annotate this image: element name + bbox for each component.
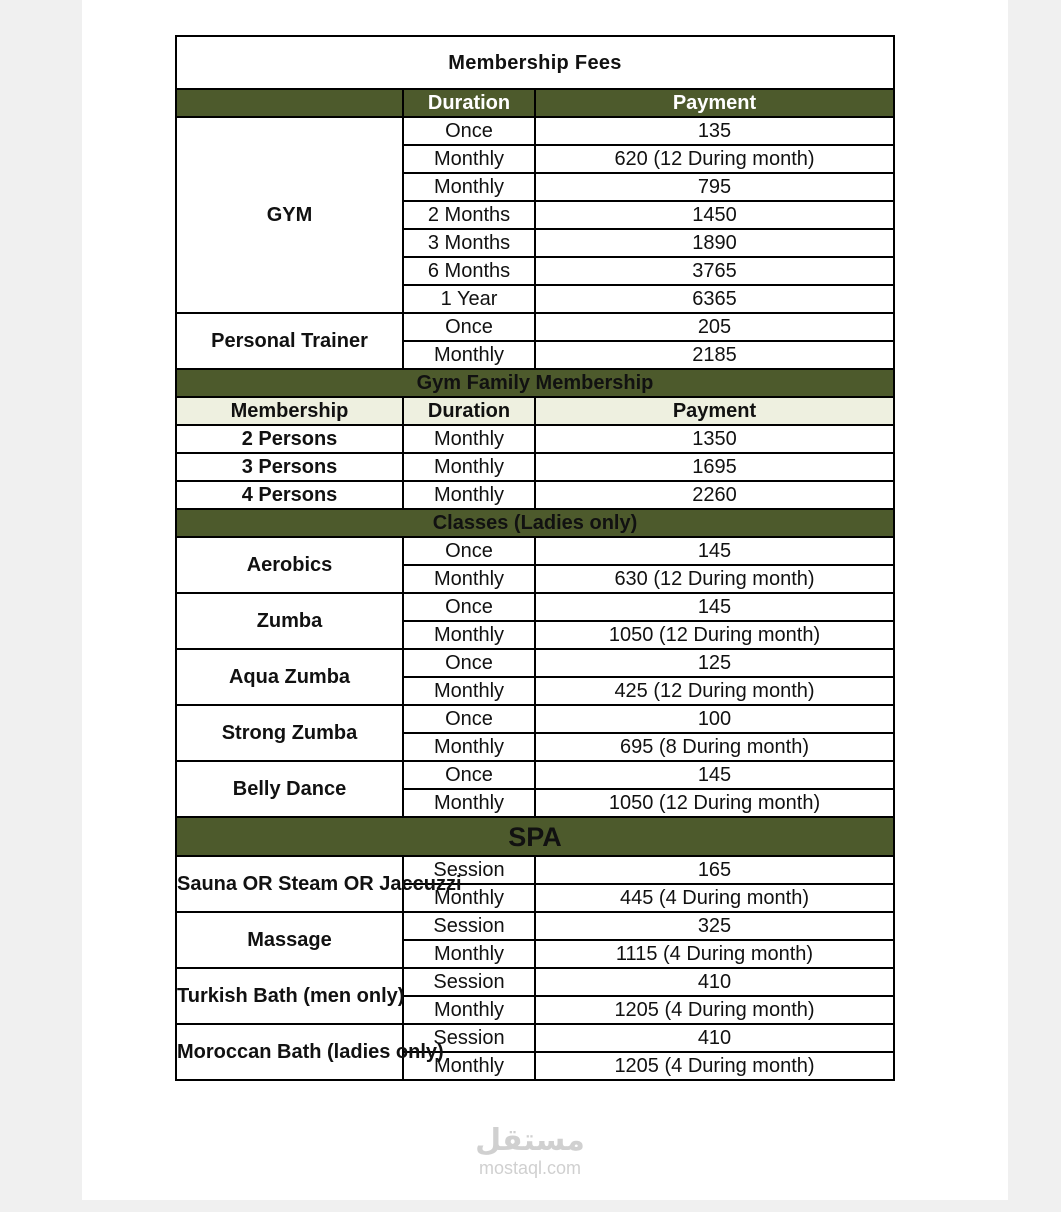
group-label-turkish-bath: Turkish Bath (men only) bbox=[176, 968, 403, 1024]
payment-cell: 2185 bbox=[535, 341, 894, 369]
payment-cell: 1115 (4 During month) bbox=[535, 940, 894, 968]
duration-cell: Session bbox=[403, 968, 535, 996]
membership-cell: 3 Persons bbox=[176, 453, 403, 481]
group-label-zumba: Zumba bbox=[176, 593, 403, 649]
header-membership: Membership bbox=[176, 397, 403, 425]
section-spa: SPA bbox=[176, 817, 894, 856]
duration-cell: Monthly bbox=[403, 481, 535, 509]
duration-cell: Once bbox=[403, 537, 535, 565]
duration-cell: Monthly bbox=[403, 425, 535, 453]
payment-cell: 1050 (12 During month) bbox=[535, 789, 894, 817]
table-row bbox=[176, 649, 894, 677]
payment-cell: 445 (4 During month) bbox=[535, 884, 894, 912]
table-row bbox=[176, 117, 894, 145]
duration-cell: 2 Months bbox=[403, 201, 535, 229]
membership-cell: 4 Persons bbox=[176, 481, 403, 509]
table-row bbox=[176, 968, 894, 996]
table-header-row bbox=[176, 89, 894, 117]
duration-cell: 3 Months bbox=[403, 229, 535, 257]
table-row bbox=[176, 761, 894, 789]
payment-cell: 325 bbox=[535, 912, 894, 940]
duration-cell: Once bbox=[403, 593, 535, 621]
payment-cell: 145 bbox=[535, 593, 894, 621]
duration-cell: Once bbox=[403, 313, 535, 341]
payment-cell: 145 bbox=[535, 537, 894, 565]
payment-cell: 1450 bbox=[535, 201, 894, 229]
duration-cell: Monthly bbox=[403, 145, 535, 173]
payment-cell: 145 bbox=[535, 761, 894, 789]
payment-cell: 1205 (4 During month) bbox=[535, 1052, 894, 1080]
payment-cell: 1350 bbox=[535, 425, 894, 453]
table-row bbox=[176, 856, 894, 884]
group-label-aerobics: Aerobics bbox=[176, 537, 403, 593]
group-label-strong-zumba: Strong Zumba bbox=[176, 705, 403, 761]
header-payment: Payment bbox=[535, 89, 894, 117]
table-row bbox=[176, 705, 894, 733]
payment-cell: 3765 bbox=[535, 257, 894, 285]
watermark-text: mostaql.com bbox=[478, 1158, 582, 1178]
payment-cell: 1695 bbox=[535, 453, 894, 481]
table-row bbox=[176, 593, 894, 621]
group-label-sauna: Sauna OR Steam OR Jaccuzzi bbox=[176, 856, 403, 912]
payment-cell: 165 bbox=[535, 856, 894, 884]
payment-cell: 425 (12 During month) bbox=[535, 677, 894, 705]
duration-cell: Monthly bbox=[403, 565, 535, 593]
header-duration: Duration bbox=[403, 89, 535, 117]
duration-cell: Monthly bbox=[403, 453, 535, 481]
duration-cell: Monthly bbox=[403, 884, 535, 912]
payment-cell: 410 bbox=[535, 1024, 894, 1052]
payment-cell: 2260 bbox=[535, 481, 894, 509]
duration-cell: Session bbox=[403, 856, 535, 884]
payment-cell: 795 bbox=[535, 173, 894, 201]
payment-cell: 135 bbox=[535, 117, 894, 145]
table-row bbox=[176, 1024, 894, 1052]
membership-cell: 2 Persons bbox=[176, 425, 403, 453]
duration-cell: 1 Year bbox=[403, 285, 535, 313]
payment-cell: 410 bbox=[535, 968, 894, 996]
group-label-gym: GYM bbox=[176, 117, 403, 313]
duration-cell: Session bbox=[403, 912, 535, 940]
header-duration: Duration bbox=[403, 397, 535, 425]
table-row bbox=[176, 537, 894, 565]
section-gym-family-membership: Gym Family Membership bbox=[176, 369, 894, 397]
payment-cell: 6365 bbox=[535, 285, 894, 313]
duration-cell: Monthly bbox=[403, 1052, 535, 1080]
group-label-aqua-zumba: Aqua Zumba bbox=[176, 649, 403, 705]
membership-fees-table bbox=[175, 35, 895, 1081]
table-row bbox=[176, 453, 894, 481]
duration-cell: Monthly bbox=[403, 621, 535, 649]
payment-cell: 1205 (4 During month) bbox=[535, 996, 894, 1024]
duration-cell: Monthly bbox=[403, 940, 535, 968]
group-label-moroccan-bath: Moroccan Bath (ladies only) bbox=[176, 1024, 403, 1080]
duration-cell: Monthly bbox=[403, 996, 535, 1024]
payment-cell: 695 (8 During month) bbox=[535, 733, 894, 761]
duration-cell: Once bbox=[403, 649, 535, 677]
duration-cell: Once bbox=[403, 761, 535, 789]
header-payment: Payment bbox=[535, 397, 894, 425]
duration-cell: Monthly bbox=[403, 677, 535, 705]
table-row bbox=[176, 313, 894, 341]
watermark-logo: مستقل bbox=[475, 1124, 585, 1157]
duration-cell: Monthly bbox=[403, 341, 535, 369]
group-label-personal-trainer: Personal Trainer bbox=[176, 313, 403, 369]
table-row bbox=[176, 425, 894, 453]
section-classes: Classes (Ladies only) bbox=[176, 509, 894, 537]
payment-cell: 1050 (12 During month) bbox=[535, 621, 894, 649]
table-row bbox=[176, 481, 894, 509]
header-empty-cell bbox=[176, 89, 403, 117]
payment-cell: 620 (12 During month) bbox=[535, 145, 894, 173]
duration-cell: Monthly bbox=[403, 173, 535, 201]
table-row bbox=[176, 912, 894, 940]
family-header-row bbox=[176, 397, 894, 425]
duration-cell: Once bbox=[403, 117, 535, 145]
duration-cell: Monthly bbox=[403, 789, 535, 817]
group-label-belly-dance: Belly Dance bbox=[176, 761, 403, 817]
payment-cell: 1890 bbox=[535, 229, 894, 257]
duration-cell: Monthly bbox=[403, 733, 535, 761]
group-label-massage: Massage bbox=[176, 912, 403, 968]
duration-cell: 6 Months bbox=[403, 257, 535, 285]
duration-cell: Session bbox=[403, 1024, 535, 1052]
payment-cell: 630 (12 During month) bbox=[535, 565, 894, 593]
payment-cell: 125 bbox=[535, 649, 894, 677]
duration-cell: Once bbox=[403, 705, 535, 733]
page-title: Membership Fees bbox=[176, 36, 894, 89]
payment-cell: 100 bbox=[535, 705, 894, 733]
payment-cell: 205 bbox=[535, 313, 894, 341]
